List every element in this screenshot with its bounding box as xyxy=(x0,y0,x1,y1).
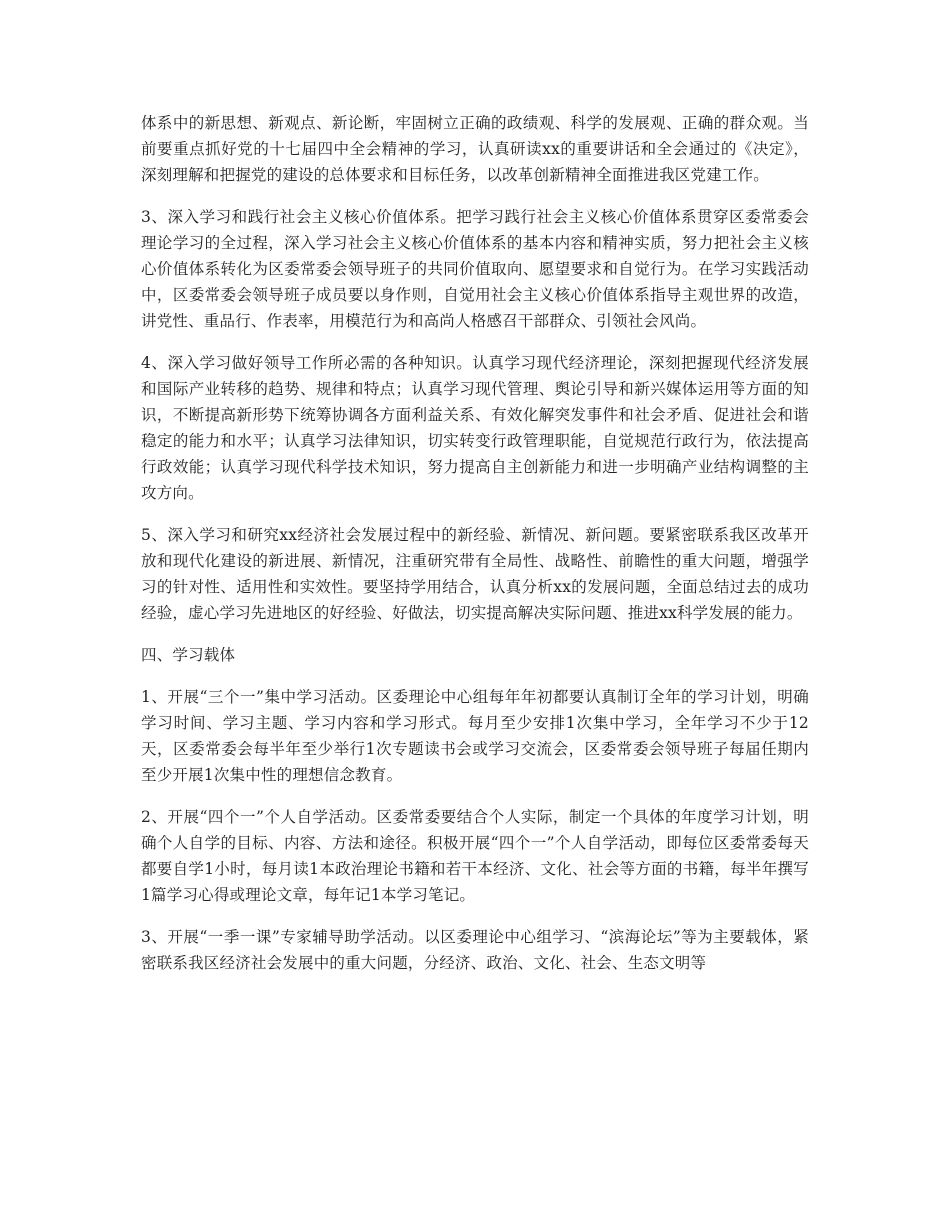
paragraph-item-3-core-values: 3、深入学习和践行社会主义核心价值体系。把学习践行社会主义核心价值体系贯穿区委常委会理论学习的全过程，深入学习社会主义核心价值体系的基本内容和精神实质，努力把社会主义核心价值体系转化为区委常委会领导班子的共同价值取向、愿望要求和自觉行为。在学习实践活动中，区委常委会领导班子成员要以身作则，自觉用社会主义核心价值体系指导主观世界的改造，讲党性、重品行、作表率，用模范行为和高尚人格感召干部群众、引领社会风尚。 xyxy=(141,208,809,330)
paragraph-continued-intro: 体系中的新思想、新观点、新论断，牢固树立正确的政绩观、科学的发展观、正确的群众观。当前要重点抓好党的十七届四中全会精神的学习，认真研读xx的重要讲话和全会通过的《决定》，深刻理解和把握党的建设的总体要求和目标任务，以改革创新精神全面推进我区党建工作。 xyxy=(141,114,809,184)
paragraph-carrier-3-expert-guidance: 3、开展“一季一课”专家辅导助学活动。以区委理论中心组学习、“滨海论坛”等为主要载体，紧密联系我区经济社会发展中的重大问题，分经济、政治、文化、社会、生态文明等 xyxy=(141,928,809,972)
paragraph-carrier-1-centralized-study: 1、开展“三个一”集中学习活动。区委理论中心组每年年初都要认真制订全年的学习计划，明确学习时间、学习主题、学习内容和学习形式。每月至少安排1次集中学习，全年学习不少于12天，区委常委会每半年至少举行1次专题读书会或学习交流会，区委常委会领导班子每届任期内至少开展1次集中性的理想信念教育。 xyxy=(141,688,809,784)
paragraph-item-5-development-research: 5、深入学习和研究xx经济社会发展过程中的新经验、新情况、新问题。要紧密联系我区改革开放和现代化建设的新进展、新情况，注重研究带有全局性、战略性、前瞻性的重大问题，增强学习的针对性、适用性和实效性。要坚持学用结合，认真分析xx的发展问题，全面总结过去的成功经验，虚心学习先进地区的好经验、好做法，切实提高解决实际问题、推进xx科学发展的能力。 xyxy=(141,526,809,622)
paragraph-carrier-2-self-study: 2、开展“四个一”个人自学活动。区委常委要结合个人实际，制定一个具体的年度学习计划，明确个人自学的目标、内容、方法和途径。积极开展“四个一”个人自学活动，即每位区委常委每天都要自学1小时，每月读1本政治理论书籍和若干本经济、文化、社会等方面的书籍，每半年撰写1篇学习心得或理论文章，每年记1本学习笔记。 xyxy=(141,808,809,904)
document-body xyxy=(141,110,809,992)
section-heading-learning-carriers: 四、学习载体 xyxy=(141,646,236,664)
paragraph-item-4-leadership-knowledge: 4、深入学习做好领导工作所必需的各种知识。认真学习现代经济理论，深刻把握现代经济发展和国际产业转移的趋势、规律和特点；认真学习现代管理、舆论引导和新兴媒体运用等方面的知识，不断提高新形势下统筹协调各方面利益关系、有效化解突发事件和社会矛盾、促进社会和谐稳定的能力和水平；认真学习法律知识，切实转变行政管理职能，自觉规范行政行为，依法提高行政效能；认真学习现代科学技术知识，努力提高自主创新能力和进一步明确产业结构调整的主攻方向。 xyxy=(141,354,809,502)
